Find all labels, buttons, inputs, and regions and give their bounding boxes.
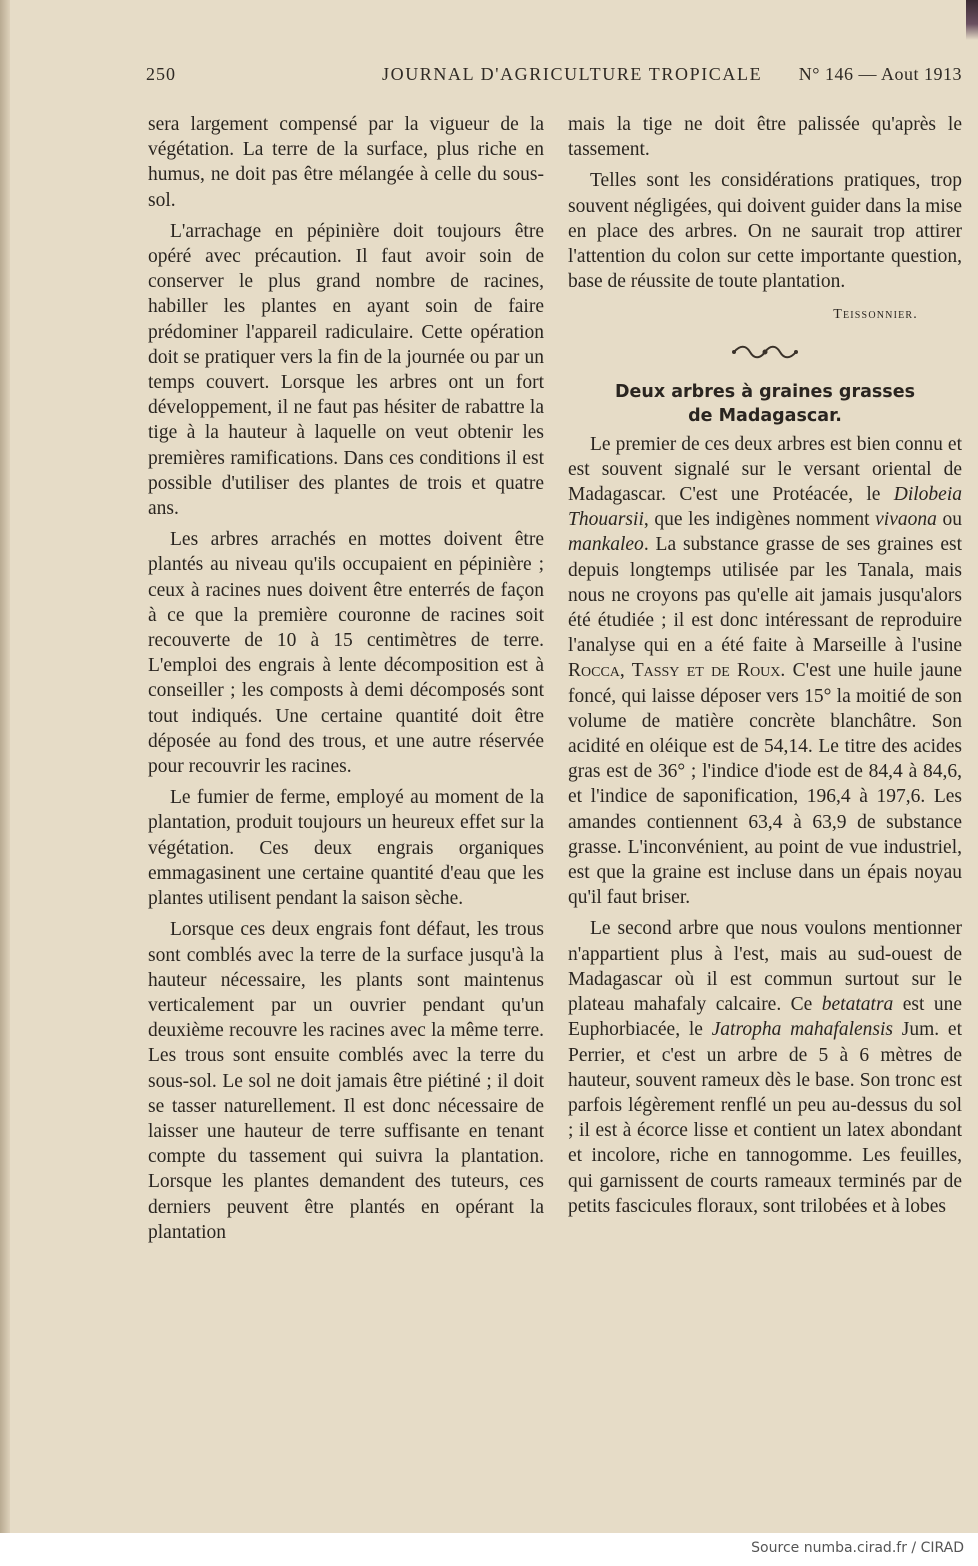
running-header (146, 64, 962, 92)
species-name: Dilobeia Thouarsii (568, 484, 962, 531)
paragraph: mais la tige ne doit être palissée qu'après le tassement. (568, 114, 962, 161)
firm-name: Rocca, Tassy et de Roux (568, 660, 781, 682)
left-column (148, 112, 544, 1245)
right-column (568, 112, 962, 1219)
source-credit: Source numba.cirad.fr / CIRAD (751, 1540, 964, 1556)
vernacular-name: mankaleo (568, 534, 644, 556)
paragraph: Le fumier de ferme, employé au moment de la plantation, produit toujours un heureux effet sur la végétation. Ces deux engrais organiques emmagasinent une certaine quantité d'eau que les plantes utilisent pendant la saison sèche. (148, 787, 544, 910)
article-heading (568, 380, 962, 428)
paragraph: sera largement compensé par la vigueur de la végétation. La terre de la surface, plus riche en humus, ne doit pas être mélangée à celle du sous-sol. (148, 114, 544, 211)
paragraph: Les arbres arrachés en mottes doivent être plantés au niveau qu'ils occupaient en pépinière ; ceux à racines nues doivent être enterrés de façon à ce que la première couronne de racines soit recouverte de 10 à 15 centimètres de terre. L'emploi des engrais à lente décomposition est à conseiller ; les composts à demi décomposés sont tout indiqués. Une certaine quantité doit être déposée au fond des trous, et une autre réservée pour recouvrir les racines. (148, 529, 544, 778)
author-signature: Teissonnier. (833, 307, 918, 323)
paragraph: Le second arbre que nous voulons mentionner n'appartient plus à l'est, mais au sud-ouest de Madagascar où il est commun surtout sur le plateau mahafaly calcaire. Ce betatatra est une Euphorbiacée, le Jatropha mahafalensis Jum. et Perrier, et c'est un arbre de 5 à 6 mètres de hauteur, souvent rameux dès le base. Son tronc est parfois légèrement renflé un peu au-dessus du sol ; il est à écorce lisse et contient un latex abondant et incolore, riche en tannogomme. Les feuilles, qui garnissent de courts rameaux terminés par de petits fascicules floraux, sont trilobées et à lobes (568, 918, 962, 1217)
paragraph: L'arrachage en pépinière doit toujours être opéré avec précaution. Il faut avoir soin de conserver le plus grand nombre de racines, habiller les plantes en ayant soin de faire prédominer l'appareil radiculaire. Cette opération doit se pratiquer vers la fin de la journée ou par un temps couvert. Lorsque les arbres ont un fort développement, il ne faut pas hésiter de rabattre la tige à la hauteur à laquelle on veut obtenir les premières ramifications. Dans ces conditions il est possible d'utiliser des plantes de trois et quatre ans. (148, 220, 544, 520)
issue-date: N° 146 — Aout 1913 (798, 64, 962, 84)
page-binding-edge (0, 0, 10, 1533)
page-corner-edge (966, 0, 978, 40)
page-number: 250 (146, 64, 176, 84)
paragraph: Lorsque ces deux engrais font défaut, les trous sont comblés avec la terre de la surface jusqu'à la hauteur nécessaire, les plants sont maintenus verticalement par un ouvrier pendant qu'un deuxième recouvre les racines avec la même terre. Les trous sont ensuite comblés avec la terre du sous-sol. Le sol ne doit jamais être piétiné ; il doit se tasser naturellement. Il est donc nécessaire de laisser une hauteur de terre suffisante en tenant compte du tassement qui suivra la plantation. Lorsque les plantes demandent des tuteurs, ces derniers peuvent être plantés en opérant la plantation (148, 919, 544, 1243)
vernacular-name: betatatra (821, 994, 894, 1016)
vernacular-name: vivaona (875, 509, 937, 531)
journal-title: JOURNAL D'AGRICULTURE TROPICALE (382, 64, 763, 84)
ornament-icon (730, 344, 800, 360)
species-name: Jatropha mahafalensis (711, 1019, 894, 1041)
ornament-divider (568, 342, 962, 362)
heading-line: Deux arbres à graines grasses (615, 381, 915, 402)
heading-line: de Madagascar. (688, 405, 842, 426)
paragraph: Telles sont les considérations pratiques, trop souvent négligées, qui doivent guider dans la mise en place des arbres. On ne saurait trop attirer l'attention du colon sur cette importante question, base de réussite de toute plantation. (568, 170, 962, 293)
paragraph: Le premier de ces deux arbres est bien connu et est souvent signalé sur le versant oriental de Madagascar. C'est une Protéacée, le Dilobeia Thouarsii, que les indigènes nomment vivaona ou mankaleo. La substance grasse de ses graines est depuis longtemps utilisée par les Tanala, mais nous ne croyons pas qu'elle ait jamais jusqu'alors été étudiée ; il est donc intéressant de reproduire l'analyse qui en a été faite à Marseille à l'usine Rocca, Tassy et de Roux. C'est une huile jaune foncé, qui laisse déposer vers 15° la moitié de son volume de matière concrète blanchâtre. Son acidité en oléique est de 54,14. Le titre des acides gras est de 36° ; l'indice d'iode est de 84,4 à 84,6, et l'indice de saponification, 196,4 à 197,6. Les amandes contiennent 63,4 à 63,9 de substance grasse. L'inconvénient, au point de vue industriel, est que la graine est incluse dans un épais noyau qu'il faut briser. (568, 433, 962, 909)
